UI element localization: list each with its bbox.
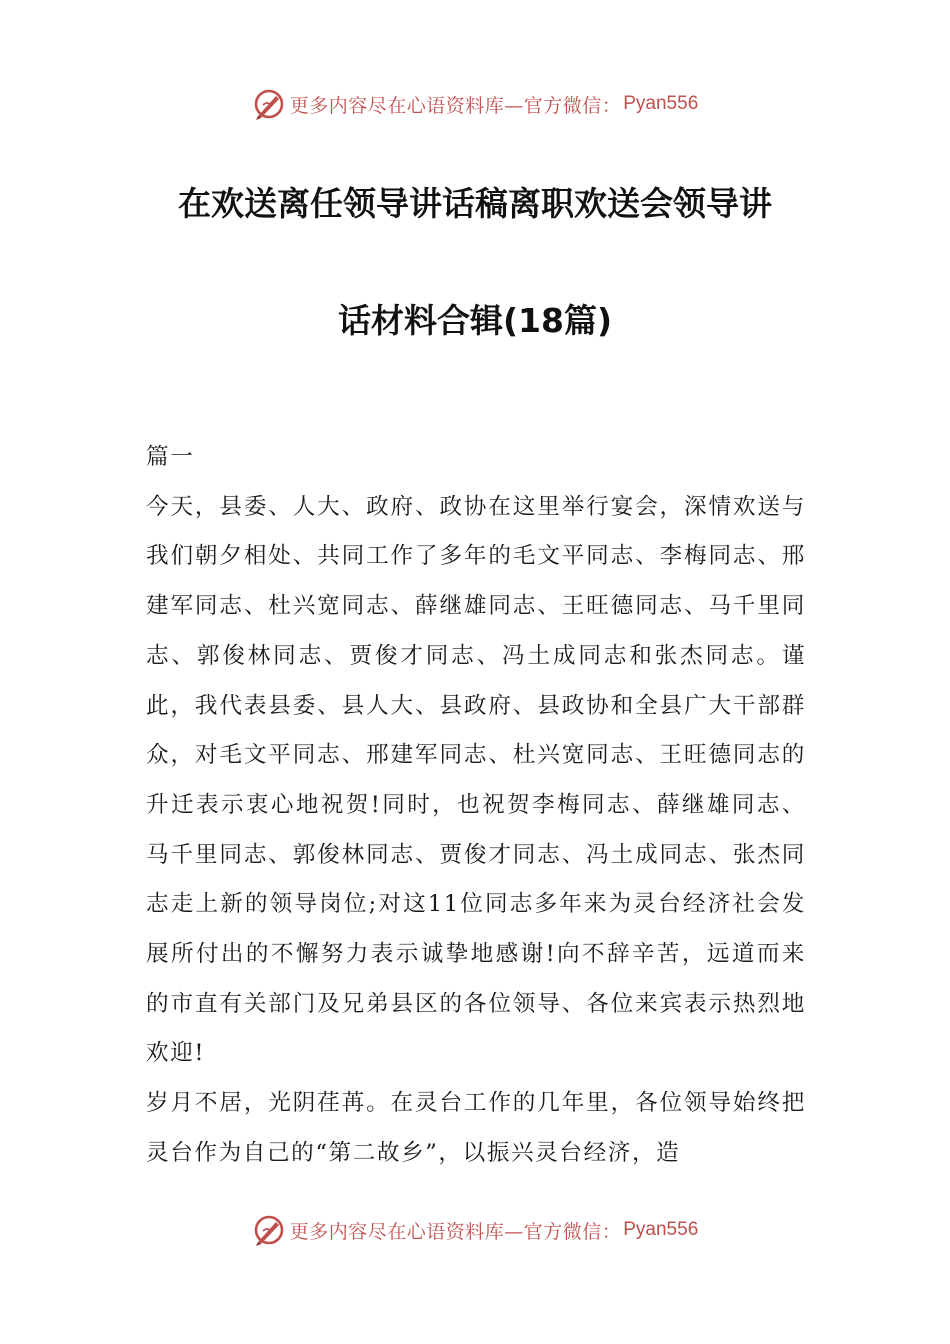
document-title-line-1: 在欢送离任领导讲话稿离职欢送会领导讲 — [178, 184, 772, 223]
watermark-contact-label: 官方微信： — [523, 1220, 622, 1243]
watermark-wechat-id: Pyan556 — [623, 1219, 699, 1240]
pen-logo-icon — [252, 87, 286, 121]
watermark-wechat-id: Pyan556 — [623, 93, 699, 114]
document-body — [146, 433, 806, 1179]
footer-watermark — [0, 1210, 950, 1250]
body-paragraph-2: 岁月不居，光阴荏苒。在灵台工作的几年里，各位领导始终把灵台作为自己的“第二故乡”，以振兴灵台经济，造 — [146, 1090, 806, 1166]
body-paragraph-1: 今天，县委、人大、政府、政协在这里举行宴会，深情欢送与我们朝夕相处、共同工作了多年的毛文平同志、李梅同志、邢建军同志、杜兴宽同志、薛继雄同志、王旺德同志、马千里同志、郭俊林同志、贾俊才同志、冯土成同志和张杰同志。谨此，我代表县委、县人大、县政府、县政协和全县广大干部群众，对毛文平同志、邢建军同志、杜兴宽同志、王旺德同志的升迁表示衷心地祝贺!同时，也祝贺李梅同志、薛继雄同志、马千里同志、郭俊林同志、贾俊才同志、冯土成同志、张杰同志走上新的领导岗位;对这11位同志多年来为灵台经济社会发展所付出的不懈努力表示诚挚地感谢!向不辞辛苦，远道而来的市直有关部门及兄弟县区的各位领导、各位来宾表示热烈地欢迎! — [146, 493, 806, 1067]
section-heading: 篇一 — [146, 444, 195, 470]
watermark-text: 更多内容尽在心语资料库— — [289, 94, 524, 117]
pen-logo-icon — [252, 1213, 286, 1247]
document-title-line-2: 话材料合辑(18篇) — [337, 301, 613, 340]
header-watermark — [0, 84, 950, 124]
watermark-text: 更多内容尽在心语资料库— — [289, 1220, 524, 1243]
watermark-contact-label: 官方微信： — [523, 94, 622, 117]
